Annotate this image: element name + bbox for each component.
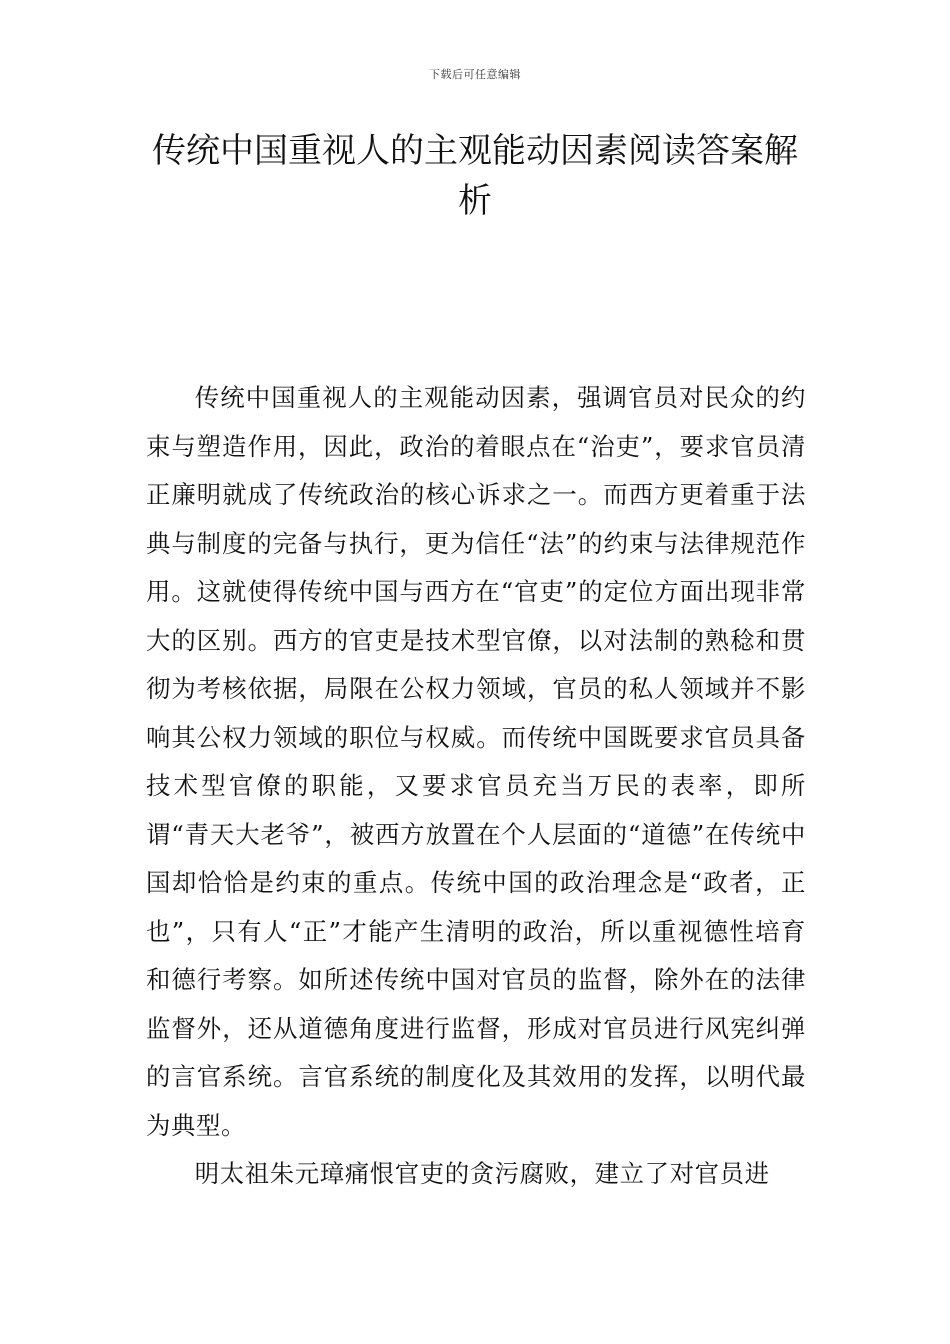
document-title: 传统中国重视人的主观能动因素阅读答案解析 — [152, 131, 798, 221]
paragraph-1: 传统中国重视人的主观能动因素，强调官员对民众的约束与塑造作用，因此，政治的着眼点在“治吏”，要求官员清正廉明就成了传统政治的核心诉求之一。而西方更着重于法典与制度的完备与执行，更为信任“法”的约束与法律规范作用。这就使得传统中国与西方在“官吏”的定位方面出现非常大的区别。西方的官吏是技术型官僚，以对法制的熟稔和贯彻为考核依据，局限在公权力领域，官员的私人领域并不影响其公权力领域的职位与权威。而传统中国既要求官员具备技术型官僚的职能，又要求官员充当万民的表率，即所谓“青天大老爷”，被西方放置在个人层面的“道德”在传统中国却恰恰是约束的重点。传统中国的政治理念是“政者，正也”，只有人“正”才能产生清明的政治，所以重视德性培育和德行考察。如所述传统中国对官员的监督，除外在的法律监督外，还从道德角度进行监督，形成对官员进行风宪纠弹的言官系统。言官系统的制度化及其效用的发挥，以明代最为典型。 — [146, 383, 806, 1140]
paragraph-2: 明太祖朱元璋痛恨官吏的贪污腐败，建立了对官员进 — [194, 1159, 770, 1188]
header-note: 下载后可任意编辑 — [429, 68, 521, 81]
document-body — [146, 374, 806, 1199]
